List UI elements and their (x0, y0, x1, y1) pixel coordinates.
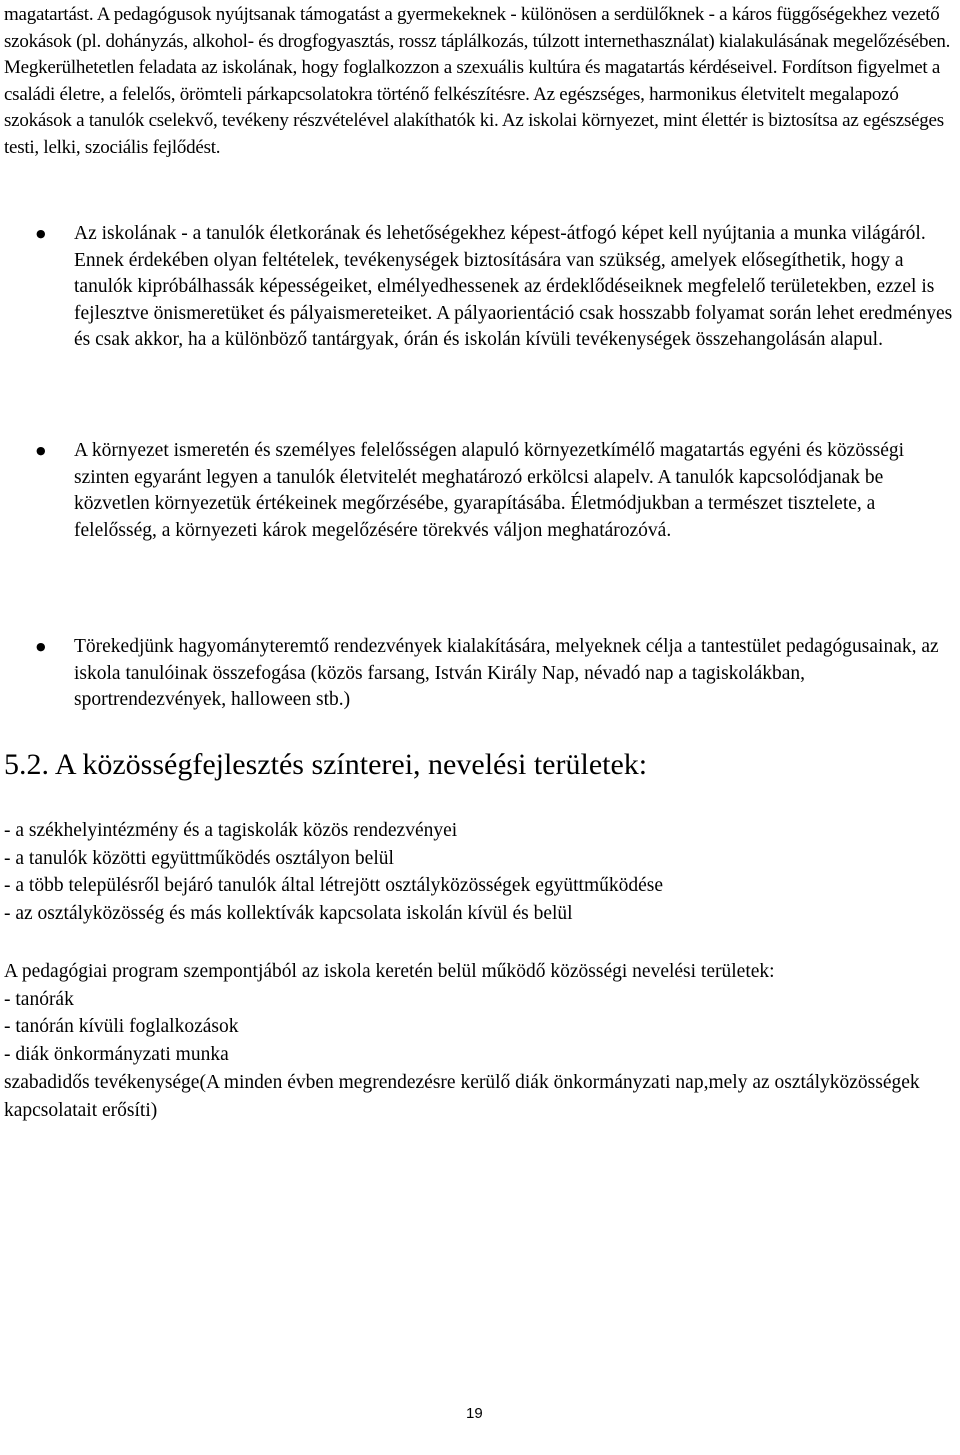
education-areas-block (4, 958, 956, 1124)
bullet-icon: ● (36, 444, 46, 457)
areas-note: szabadidős tevékenysége(A minden évben megrendezésre kerülő diák önkormányzati nap,mely az osztályközösségek kapcsolatait erősíti) (4, 1071, 920, 1121)
section-heading: 5.2. A közösségfejlesztés színterei, nevelési területek: (4, 748, 648, 781)
bullet-icon: ● (36, 227, 46, 240)
intro-paragraph: magatartást. A pedagógusok nyújtsanak támogatást a gyermekeknek - különösen a serdülőknek - a káros függőségekhez vezető szokások (pl. dohányzás, alkohol- és drogfogyasztás, rossz táplálkozás, túlzott internethasználat) kialakulásának megelőzésében. Megkerülhetetlen feladata az iskolának, hogy foglalkozzon a szexuális kultúra és magatartás kérdéseivel. Fordítson figyelmet a családi életre, a felelős, örömteli párkapcsolatokra történő felkészítésre. Az egészséges, harmonikus életvitelt megalapozó szokások a tanulók cselekvő, tevékeny részvételével alakíthatók ki. Az iskolai környezet, mint élettér is biztosítsa az egészséges testi, lelki, szociális fejlődést. (4, 4, 951, 158)
page-number: 19 (466, 1405, 483, 1422)
list-item: - tanórán kívüli foglalkozások (4, 1016, 239, 1038)
bullet-text: A környezet ismeretén és személyes felelősségen alapuló környezetkímélő magatartás egyéni és közösségi szinten egyaránt legyen a tanulók életvitelét meghatározó erkölcsi alapelv. A tanulók kapcsolódjanak be közvetlen környezetük értékeinek megőrzésébe, gyarapításába. Életmódjukban a természet tisztelete, a felelősség, a környezeti károk megelőzésére törekvés váljon meghatározóvá. (74, 440, 905, 541)
list-item: - diák önkormányzati munka (4, 1044, 229, 1066)
list-item: - tanórák (4, 988, 74, 1010)
bullet-text: Az iskolának - a tanulók életkorának és lehetőségekhez képest-átfogó képet kell nyújtania a munka világáról. Ennek érdekében olyan feltételek, tevékenységek biztosítására van szükség, amelyek elősegíthetik, hogy a tanulók kipróbálhassák képességeiket, elmélyedhessenek az érdeklődéseiknek megfelelő területekben, ezzel is fejlesztve önismeretüket és pályaismereteiket. A pályaorientáció csak hosszabb folyamat során lehet eredményes és csak akkor, ha a különböző tantárgyak, órán és iskolán kívüli tevékenységek összehangolásán alapul. (74, 223, 953, 351)
bullet-icon: ● (36, 640, 46, 653)
areas-intro: A pedagógiai program szempontjából az iskola keretén belül működő közösségi nevelési területek: (4, 961, 775, 982)
bullet-text: Törekedjünk hagyományteremtő rendezvények kialakítására, melyeknek célja a tantestület pedagógusainak, az iskola tanulóinak összefogása (közös farsang, István Király Nap, névadó nap a tagiskolákban, sportrendezvények, halloween stb.) (74, 636, 939, 711)
list-item: - a több településről bejáró tanulók által létrejött osztályközösségek együttműködése (4, 875, 664, 897)
list-item: - a tanulók közötti együttműködés osztályon belül (4, 847, 394, 869)
list-item: - a székhelyintézmény és a tagiskolák közös rendezvényei (4, 820, 458, 841)
list-item: - az osztályközösség és más kollektívák kapcsolata iskolán kívül és belül (4, 903, 573, 925)
community-scenes-list (4, 817, 956, 928)
